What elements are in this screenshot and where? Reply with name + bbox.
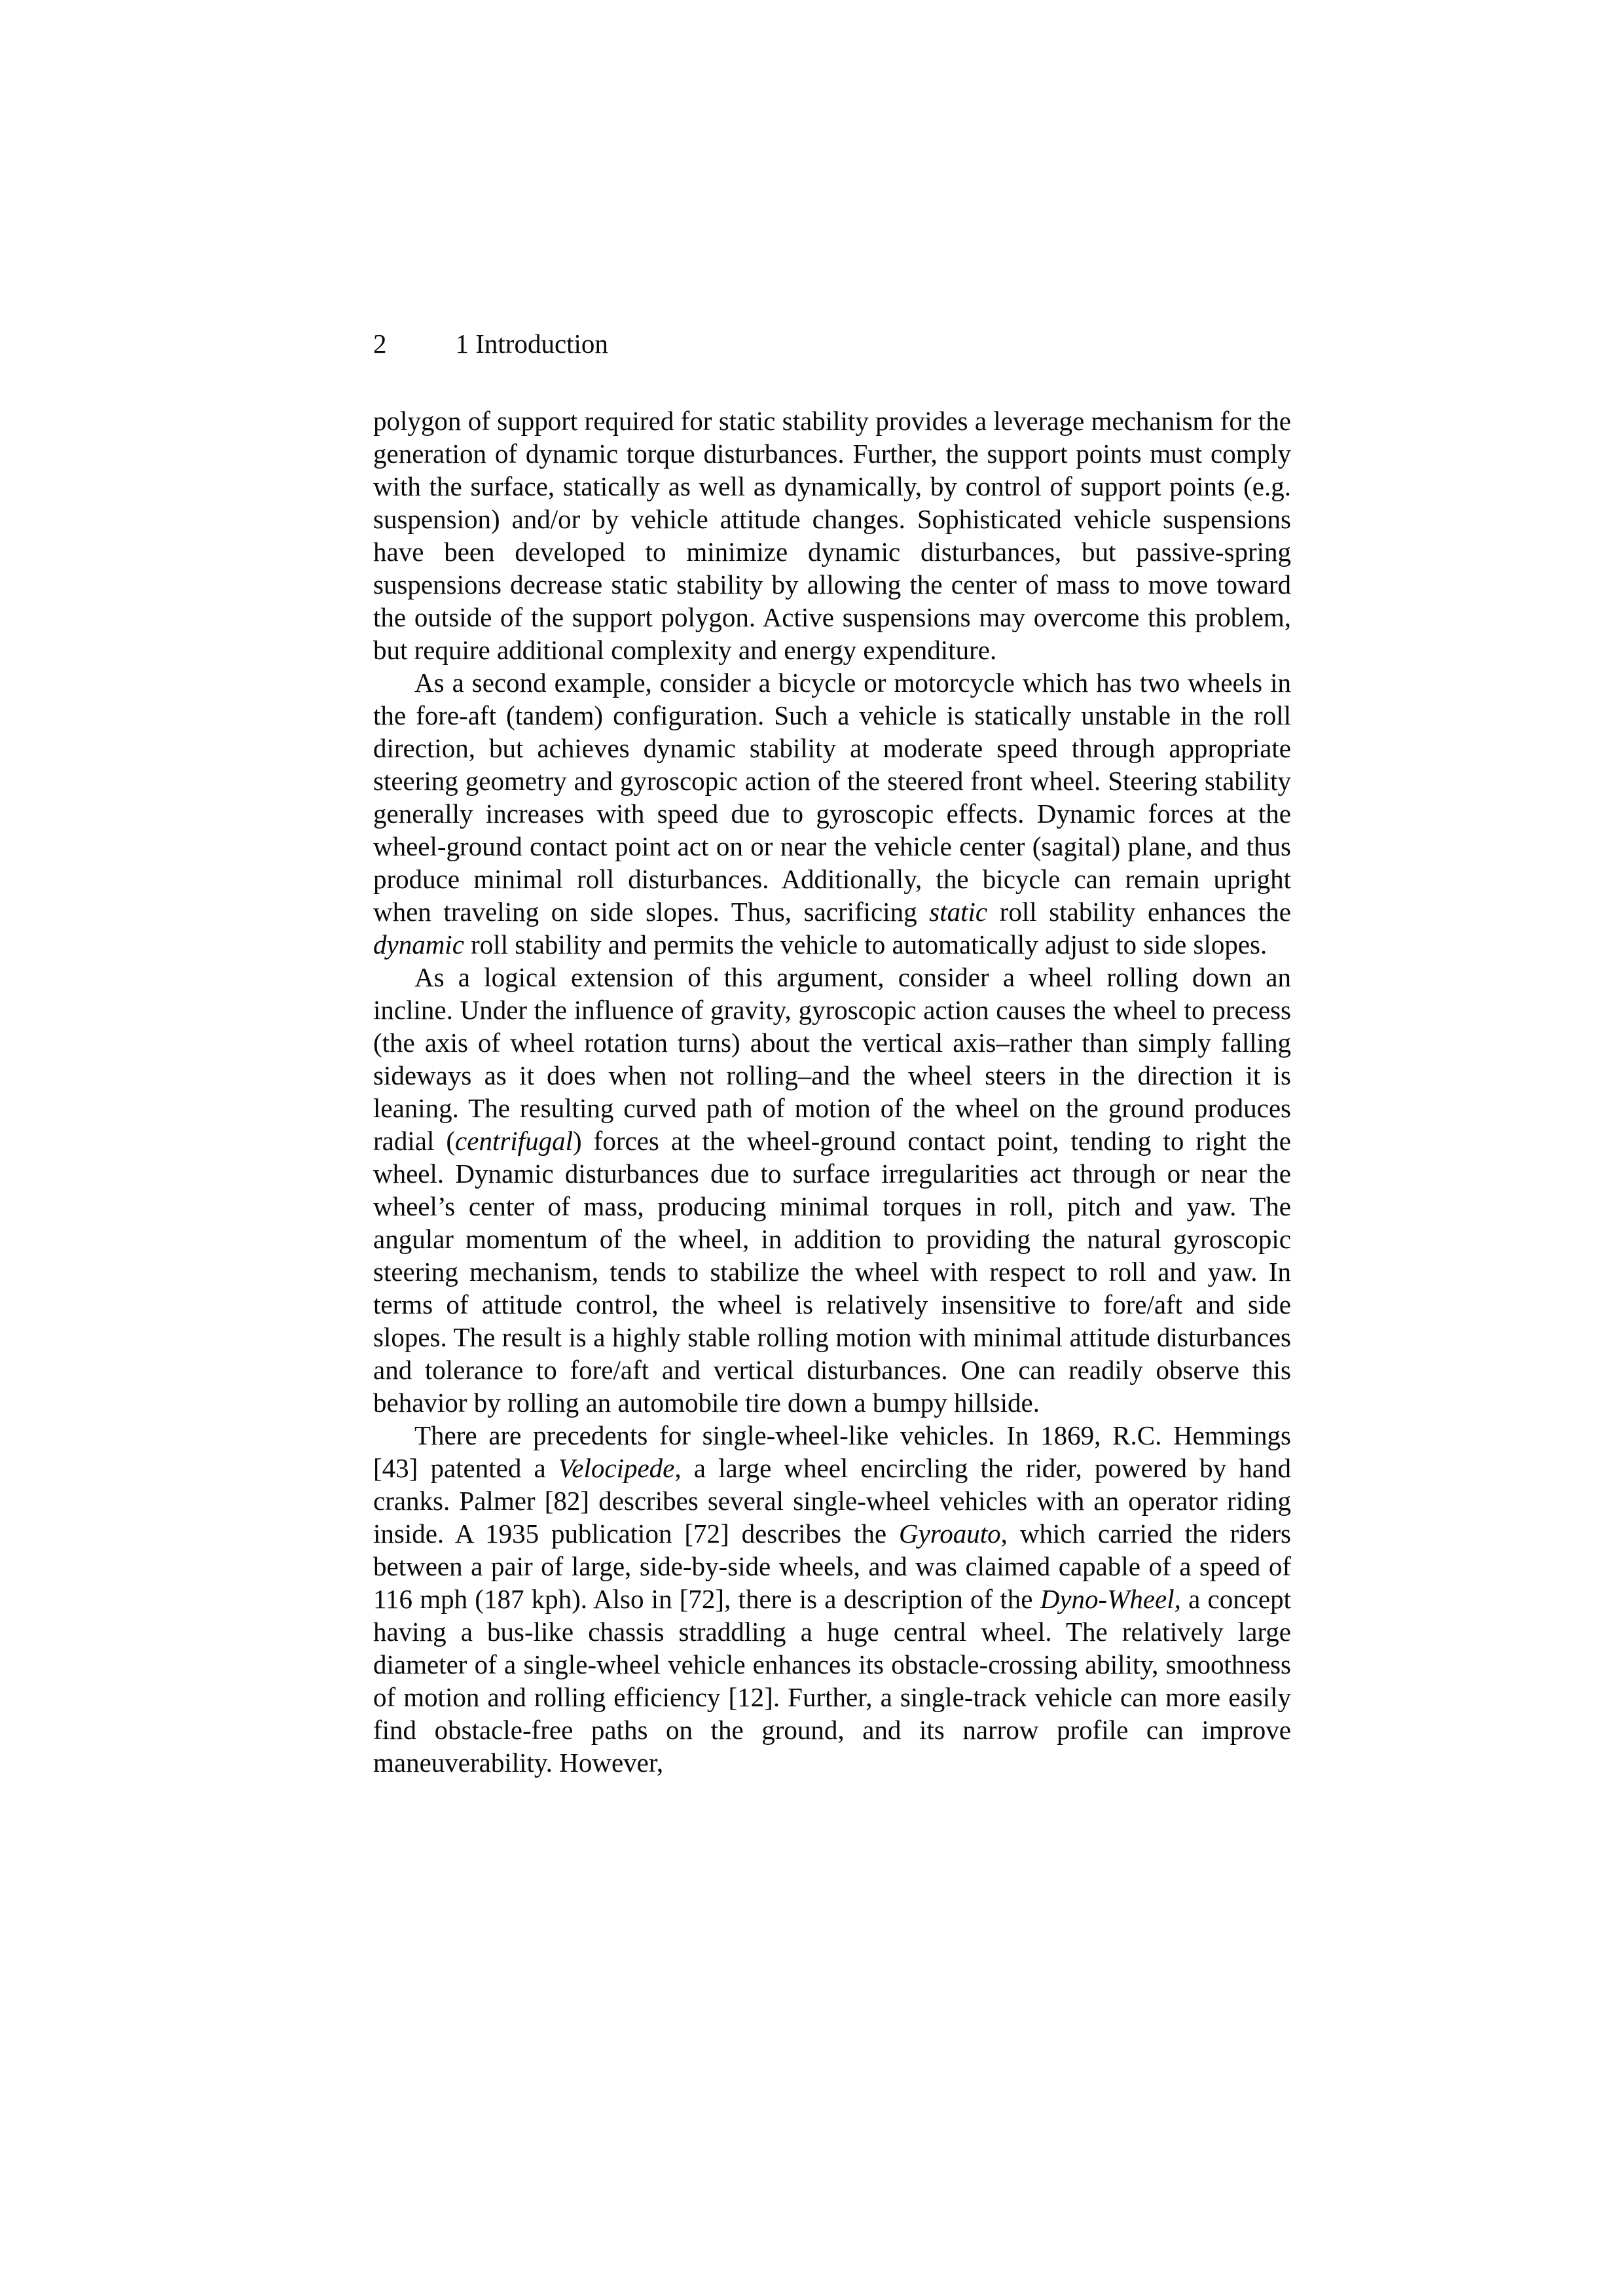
- text-run: roll stability enhances the: [987, 897, 1291, 927]
- paragraph: [373, 666, 1291, 961]
- text-run: ) forces at the wheel-ground contact point, tending to right the wheel. Dynamic disturbances due to surface irregularities act through or near the wheel’s center of mass, producing minimal torques in roll, pitch and yaw. The angular momentum of the wheel, in addition to providing the natural gyroscopic steering mechanism, tends to stabilize the wheel with respect to roll and yaw. In terms of attitude control, the wheel is relatively insensitive to fore/aft and side slopes. The result is a highly stable rolling motion with minimal attitude disturbances and tolerance to fore/aft and vertical disturbances. One can readily observe this behavior by rolling an automobile tire down a bumpy hillside.: [373, 1126, 1292, 1418]
- paragraph: [373, 404, 1291, 666]
- text-run: a concept having a bus-like chassis straddling a huge central wheel. The relatively large diameter of a single-wheel vehicle enhances its obstacle-crossing ability, smoothness of motion and rolling efficiency [12]. Further, a single-track vehicle can more easily find obstacle-free paths on the ground, and its narrow profile can improve maneuverability. However,: [373, 1584, 1291, 1778]
- italic-run: Velocipede: [558, 1453, 675, 1483]
- page-header: [373, 327, 1291, 360]
- type-area: [373, 327, 1291, 1779]
- text-run: There are precedents for single-wheel-like vehicles. In 1869, R.C. Hemmings [43] patented a: [373, 1420, 1291, 1483]
- text-run: As a logical extension of this argument, consider a wheel rolling down an incline. Under the influence of gravity, gyroscopic action causes the wheel to precess (the axis of wheel rotation turns) about the vertical axis–rather than simply falling sideways as it does when not rolling–and the wheel steers in the direction it is leaning. The resulting curved path of motion of the wheel on the ground produces radial (: [373, 962, 1291, 1156]
- paragraph: [373, 961, 1291, 1419]
- page-number: 2: [373, 329, 387, 359]
- text-run: , a large wheel encircling the rider, powered by hand cranks. Palmer [82] describes several single-wheel vehicles with an operator riding inside. A 1935 publication [72] describes the: [373, 1453, 1291, 1549]
- italic-run: Dyno-Wheel,: [1040, 1584, 1181, 1614]
- italic-run: static: [929, 897, 988, 927]
- text-run: roll stability and permits the vehicle to automatically adjust to side slopes.: [464, 929, 1267, 960]
- text-run: , which carried the riders between a pair of large, side-by-side wheels, and was claimed capable of a speed of 116 mph (187 kph). Also in [72], there is a description of the: [373, 1518, 1291, 1614]
- running-header: 1 Introduction: [455, 329, 608, 359]
- text-run: polygon of support required for static stability provides a leverage mechanism for the generation of dynamic torque disturbances. Further, the support points must comply with the surface, statically as well as dynamically, by control of support points (e.g. suspension) and/or by vehicle attitude changes. Sophisticated vehicle suspensions have been developed to minimize dynamic disturbances, but passive-spring suspensions decrease static stability by allowing the center of mass to move toward the outside of the support polygon. Active suspensions may overcome this problem, but require additional complexity and energy expenditure.: [373, 406, 1291, 665]
- italic-run: centrifugal: [455, 1126, 573, 1156]
- italic-run: dynamic: [373, 929, 464, 960]
- text-run: As a second example, consider a bicycle or motorcycle which has two wheels in the fore-aft (tandem) configuration. Such a vehicle is statically unstable in the roll direction, but achieves dynamic stability at moderate speed through appropriate steering geometry and gyroscopic action of the steered front wheel. Steering stability generally increases with speed due to gyroscopic effects. Dynamic forces at the wheel-ground contact point act on or near the vehicle center (sagital) plane, and thus produce minimal roll disturbances. Additionally, the bicycle can remain upright when traveling on side slopes. Thus, sacrificing: [373, 668, 1291, 927]
- paragraph: [373, 1419, 1291, 1779]
- text-body: [373, 404, 1291, 1779]
- italic-run: Gyroauto: [899, 1518, 1001, 1549]
